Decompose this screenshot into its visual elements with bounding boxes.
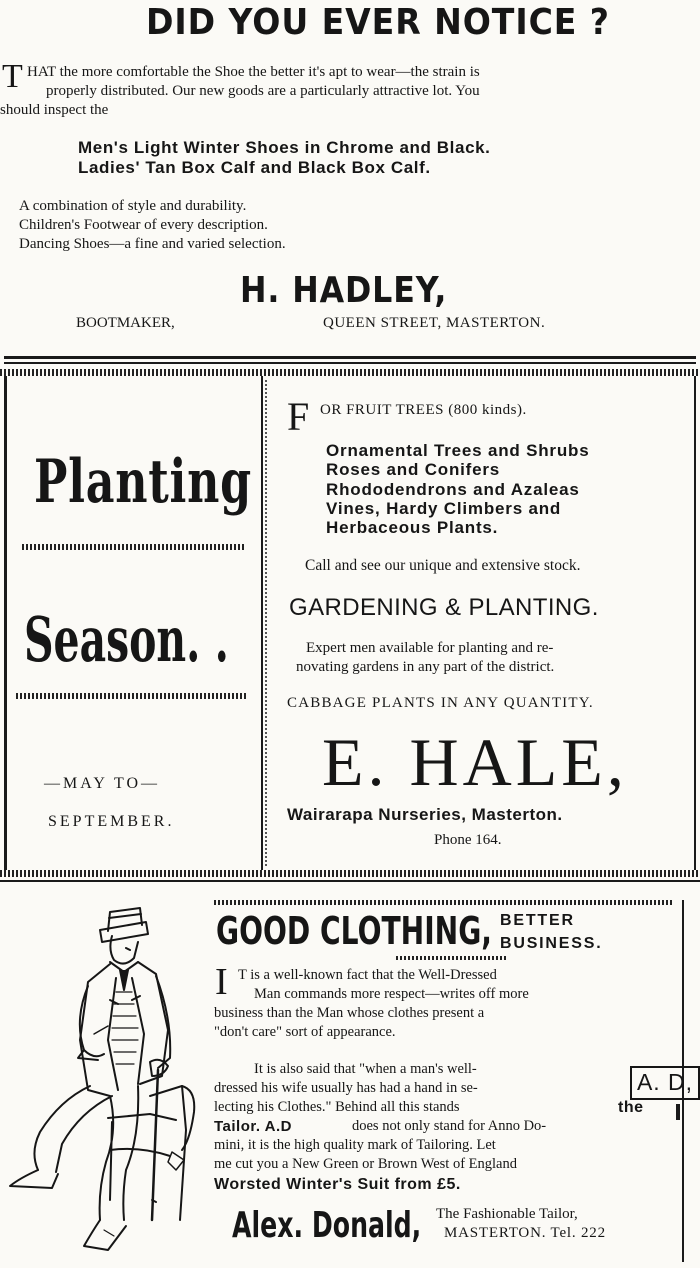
stock-line: Roses and Conifers xyxy=(326,460,501,479)
donald-p1-line: Man commands more respect—writes off more xyxy=(254,986,529,1002)
frame-right xyxy=(694,376,696,870)
donald-p1-line: business than the Man whose clothes present a xyxy=(214,1005,485,1021)
hale-call-line: Call and see our unique and extensive stock. xyxy=(305,557,581,574)
hatched-border xyxy=(0,369,700,376)
donald-p2-line: dressed his wife usually has had a hand in se- xyxy=(214,1080,478,1096)
hadley-headline: DID YOU EVER NOTICE ? xyxy=(146,2,610,43)
donald-p2-line: me cut you a New Green or Brown West of England xyxy=(214,1156,517,1172)
hadley-intro-initial: T xyxy=(2,58,23,95)
donald-business: BUSINESS. xyxy=(500,935,603,952)
donald-badge: A. D, xyxy=(630,1066,700,1100)
hadley-feature-line1: Men's Light Winter Shoes in Chrome and Black. xyxy=(78,138,491,157)
frame-divider-dots xyxy=(265,380,267,866)
hadley-name: H. HADLEY, xyxy=(240,270,448,311)
hale-cabbage: CABBAGE PLANTS IN ANY QUANTITY. xyxy=(287,695,594,711)
hatched-border xyxy=(0,870,700,877)
donald-address: MASTERTON. Tel. 222 xyxy=(444,1225,606,1241)
donald-p2-line: does not only stand for Anno Do- xyxy=(352,1118,547,1134)
hadley-intro-line1: HAT the more comfortable the Shoe the better it's apt to wear—the strain is xyxy=(27,64,480,80)
hadley-trade: BOOTMAKER, xyxy=(76,315,175,331)
donald-tagline: The Fashionable Tailor, xyxy=(436,1206,578,1222)
hale-gardening: GARDENING & PLANTING. xyxy=(289,594,599,621)
hadley-list-item: Dancing Shoes—a fine and varied selection. xyxy=(19,236,286,252)
frame-accent xyxy=(676,1104,680,1120)
hatched-rule xyxy=(22,544,244,550)
hatched-rule xyxy=(214,900,674,905)
stock-line: Herbaceous Plants. xyxy=(326,518,499,537)
donald-headline: GOOD CLOTHING, xyxy=(216,909,492,953)
donald-p1-line: "don't care" sort of appearance. xyxy=(214,1024,396,1040)
separator-rule xyxy=(4,362,696,364)
separator-rule xyxy=(0,880,700,882)
stock-line: Ornamental Trees and Shrubs xyxy=(326,441,590,460)
hatched-rule xyxy=(396,956,508,960)
hale-initial: F xyxy=(287,394,310,439)
donald-name: Alex. Donald, xyxy=(232,1205,422,1246)
donald-p1-line: T is a well-known fact that the Well-Dressed xyxy=(238,967,497,983)
season-months: —MAY TO— xyxy=(44,775,161,792)
hadley-list-item: A combination of style and durability. xyxy=(19,198,247,214)
hadley-address: QUEEN STREET, MASTERTON. xyxy=(323,315,546,331)
season-title: Season. . xyxy=(24,603,229,676)
donald-p2-line: It is also said that "when a man's well- xyxy=(254,1061,477,1077)
hadley-intro-line3: should inspect the xyxy=(0,102,109,118)
frame-divider xyxy=(261,376,263,870)
hadley-intro-line2: properly distributed. Our new goods are a particularly attractive lot. You xyxy=(46,83,480,99)
frame-left xyxy=(4,376,7,870)
hadley-list-item: Children's Footwear of every description. xyxy=(19,217,268,233)
donald-better: BETTER xyxy=(500,912,575,929)
donald-initial: I xyxy=(215,961,228,1003)
separator-rule xyxy=(4,356,696,359)
gentleman-illustration xyxy=(0,900,210,1268)
donald-p2-line: lecting his Clothes." Behind all this stands xyxy=(214,1099,460,1115)
donald-p2-bold: Tailor. A.D xyxy=(214,1118,293,1135)
donald-p2-line: mini, it is the high quality mark of Tailoring. Let xyxy=(214,1137,496,1153)
hale-nursery: Wairarapa Nurseries, Masterton. xyxy=(287,805,563,824)
hale-expert-line2: novating gardens in any part of the district. xyxy=(296,659,555,675)
donald-p2-bold: Worsted Winter's Suit from £5. xyxy=(214,1176,461,1193)
hatched-rule xyxy=(16,693,248,699)
hadley-feature-line2: Ladies' Tan Box Calf and Black Box Calf. xyxy=(78,158,431,177)
stock-line: Vines, Hardy Climbers and xyxy=(326,499,562,518)
stock-line: Rhododendrons and Azaleas xyxy=(326,480,580,499)
hale-first-line: OR FRUIT TREES (800 kinds). xyxy=(320,402,527,418)
donald-p2-bold: the xyxy=(618,1099,644,1116)
hale-phone: Phone 164. xyxy=(434,832,502,848)
planting-title: Planting xyxy=(34,447,252,517)
season-september: SEPTEMBER. xyxy=(48,813,175,830)
hale-expert-line1: Expert men available for planting and re- xyxy=(306,640,554,656)
hale-name: E. HALE, xyxy=(322,724,628,800)
